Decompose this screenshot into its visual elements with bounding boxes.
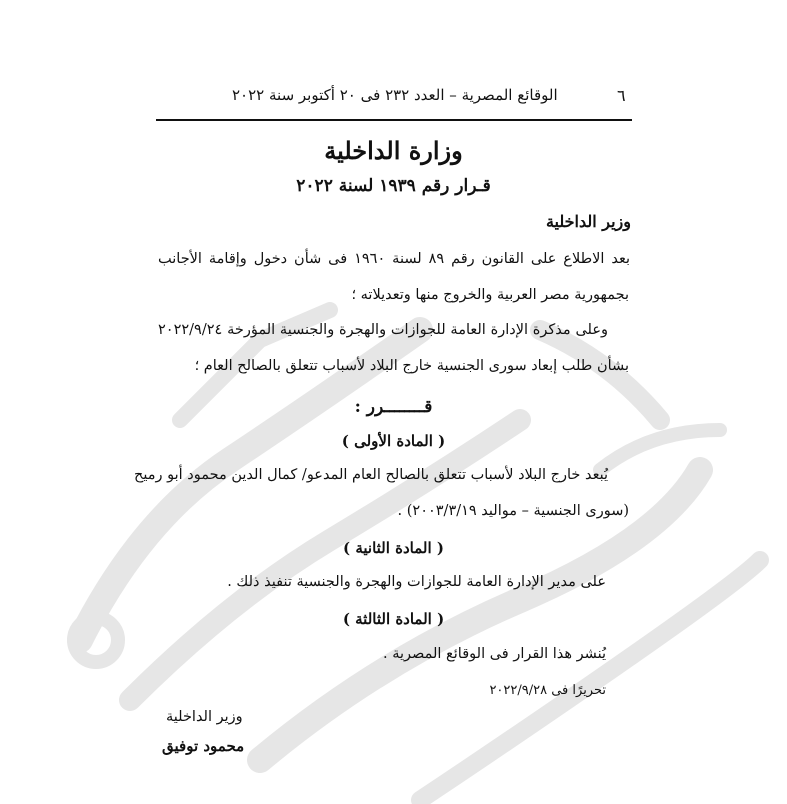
article-1-line-2: (سورى الجنسية – مواليد ٢٠٠٣/٣/١٩) . — [397, 503, 629, 519]
dated-line: تحريرًا فى ٢٠٢٢/٩/٢٨ — [489, 683, 606, 698]
article-2-heading: ( المادة الثانية ) — [343, 539, 444, 557]
header-divider — [156, 119, 632, 121]
article-1-heading: ( المادة الأولى ) — [341, 432, 446, 450]
ministry-title: وزارة الداخلية — [324, 136, 463, 165]
preamble-line-4: بشأن طلب إبعاد سورى الجنسية خارج البلاد لأسباب تتعلق بالصالح العام ؛ — [194, 358, 629, 374]
article-2-line-1: على مدير الإدارة العامة للجوازات والهجرة والجنسية تنفيذ ذلك . — [227, 574, 606, 590]
publication-header: الوقائع المصرية – العدد ٢٣٢ فى ٢٠ أكتوبر سنة ٢٠٢٢ — [232, 86, 558, 104]
decision-title: قـرار رقم ١٩٣٩ لسنة ٢٠٢٢ — [296, 176, 491, 196]
article-3-line-1: يُنشر هذا القرار فى الوقائع المصرية . — [383, 646, 606, 662]
preamble-line-3: وعلى مذكرة الإدارة العامة للجوازات والهجرة والجنسية المؤرخة ٢٠٢٢/٩/٢٤ — [158, 322, 608, 338]
article-3-heading: ( المادة الثالثة ) — [342, 610, 445, 628]
page-number: ٦ — [617, 86, 626, 105]
signature-name: محمود توفيق — [162, 737, 245, 755]
signature-title: وزير الداخلية — [166, 709, 243, 725]
preamble-line-1: بعد الاطلاع على القانون رقم ٨٩ لسنة ١٩٦٠ فى شأن دخول وإقامة الأجانب — [158, 251, 630, 267]
preamble-line-2: بجمهورية مصر العربية والخروج منها وتعديلاته ؛ — [351, 287, 629, 303]
minister-heading: وزير الداخلية — [545, 212, 631, 231]
article-1-line-1: يُبعد خارج البلاد لأسباب تتعلق بالصالح العام المدعو/ كمال الدين محمود أبو رميح — [134, 467, 608, 483]
decided-heading: قــــــــرر : — [354, 397, 433, 417]
